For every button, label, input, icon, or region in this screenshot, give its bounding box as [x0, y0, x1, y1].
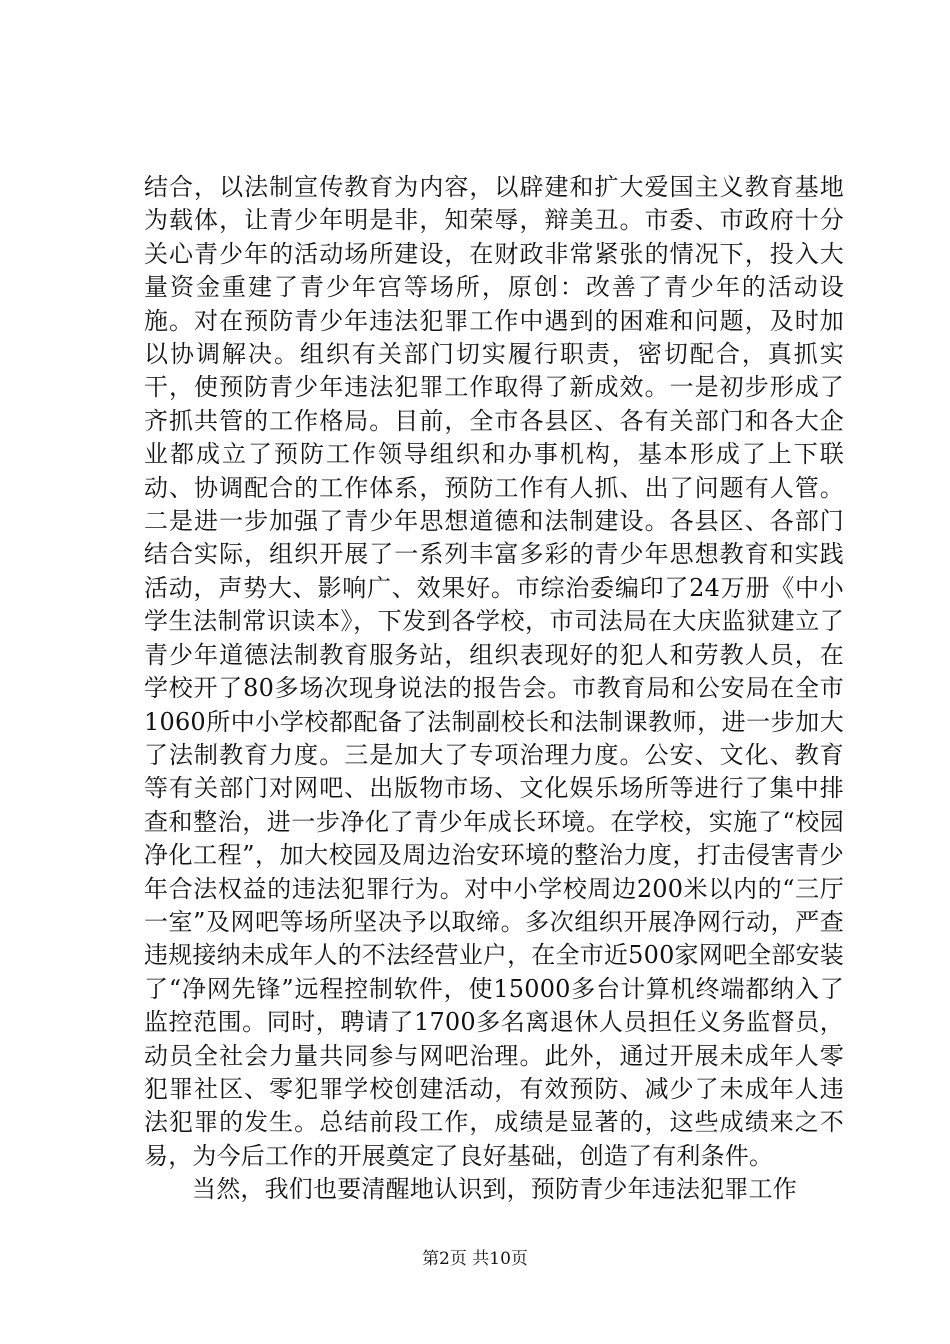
paragraph-new: 当然，我们也要清醒地认识到，预防青少年违法犯罪工作	[192, 1175, 797, 1204]
paragraph-continued: 结合，以法制宣传教育为内容，以辟建和扩大爱国主义教育基地为载体，让青少年明是非，知荣辱，辩美丑。市委、市政府十分关心青少年的活动场所建设，在财政非常紧张的情况下，投入大量资金重建了青少年宫等场所，原创：改善了青少年的活动设施。对在预防青少年违法犯罪工作中遇到的困难和问题，及时加以协调解决。组织有关部门切实履行职责，密切配合，真抓实干，使预防青少年违法犯罪工作取得了新成效。一是初步形成了齐抓共管的工作格局。目前，全市各县区、各有关部门和各大企业都成立了预防工作领导组织和办事机构，基本形成了上下联动、协调配合的工作体系，预防工作有人抓、出了问题有人管。二是进一步加强了青少年思想道德和法制建设。各县区、各部门结合实际，组织开展了一系列丰富多彩的青少年思想教育和实践活动，声势大、影响广、效果好。市综治委编印了24万册《中小学生法制常识读本》，下发到各学校，市司法局在大庆监狱建立了青少年道德法制教育服务站，组织表现好的犯人和劳教人员，在学校开了80多场次现身说法的报告会。市教育局和公安局在全市1060所中小学校都配备了法制副校长和法制课教师，进一步加大了法制教育力度。三是加大了专项治理力度。公安、文化、教育等有关部门对网吧、出版物市场、文化娱乐场所等进行了集中排查和整治，进一步净化了青少年成长环境。在学校，实施了“校园净化工程”，加大校园及周边治安环境的整治力度，打击侵害青少年合法权益的违法犯罪行为。对中小学校周边200米以内的“三厅一室”及网吧等场所坚决予以取缔。多次组织开展净网行动，严查违规接纳未成年人的不法经营业户，在全市近500家网吧全部安装了“净网先锋”远程控制软件，使15000多台计算机终端都纳入了监控范围。同时，聘请了1700多名离退休人员担任义务监督员，动员全社会力量共同参与网吧治理。此外，通过开展未成年人零犯罪社区、零犯罪学校创建活动，有效预防、减少了未成年人违法犯罪的发生。总结前段工作，成绩是显著的，这些成绩来之不易，为今后工作的开展奠定了良好基础，创造了有利条件。	[144, 173, 844, 1170]
document-body	[144, 171, 844, 1207]
page-number-footer: 第2页 共10页	[422, 1249, 528, 1269]
